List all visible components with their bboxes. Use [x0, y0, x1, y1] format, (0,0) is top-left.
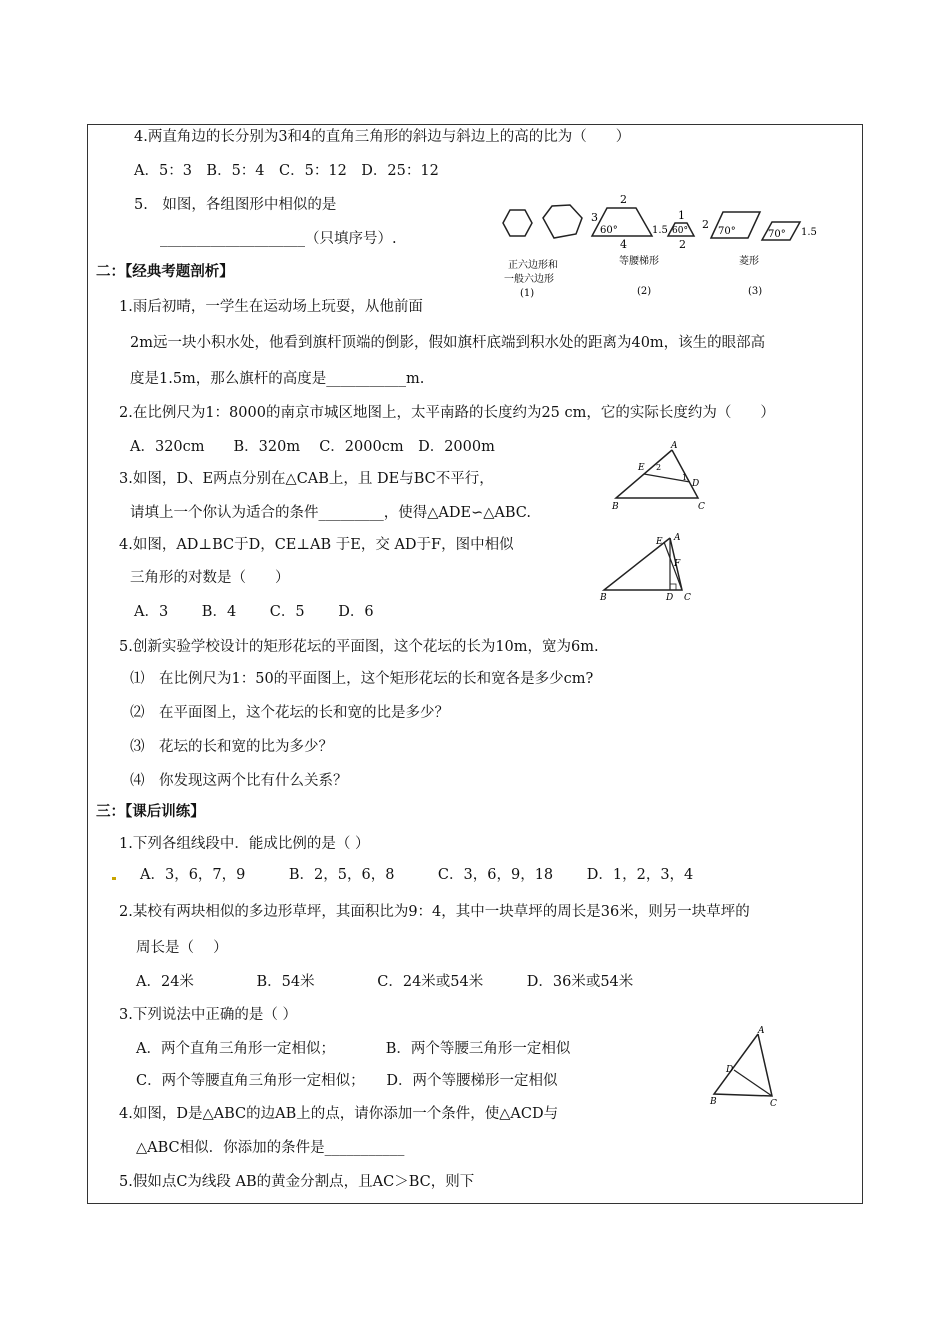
large-trapezoid-top: 2	[620, 193, 627, 206]
irregular-hexagon	[543, 205, 582, 238]
small-rhombus-side: 1.5	[801, 227, 817, 238]
label-b: B	[710, 1097, 717, 1107]
question-4-options: A．5：3 B．5：4 C．5：12 D．25：12	[134, 163, 439, 179]
problem-5-part-1: ⑴ 在比例尺为1：50的平面图上，这个矩形花坛的长和宽各是多少cm?	[130, 671, 594, 687]
label-2: 2	[656, 463, 662, 472]
small-trapezoid-top: 1	[678, 209, 685, 222]
regular-hexagon	[503, 210, 532, 236]
exercise-4-line2: △ABC相似．你添加的条件是___________	[136, 1140, 405, 1156]
problem-3-line1: 3.如图，D、E两点分别在△CAB上，且 DE与BC不平行，	[119, 471, 494, 487]
problem-4-options: A．3 B．4 C．5 D．6	[134, 604, 374, 620]
caption-2-number: (2)	[637, 286, 652, 297]
label-d: D	[666, 593, 674, 603]
exercise-2-options: A．24米 B．54米 C．24米或54米 D．36米或54米	[136, 974, 634, 990]
label-1: 1	[682, 473, 688, 482]
problem-4-line2: 三角形的对数是（ ）	[130, 570, 290, 586]
problem-2-text: 2.在比例尺为1：8000的南京市城区地图上，太平南路的长度约为25 cm，它的实际长度约为（ ）	[119, 405, 775, 421]
exercise-2-line1: 2.某校有两块相似的多边形草坪，其面积比为9：4，其中一块草坪的周长是36米，则另一块草坪的	[119, 904, 750, 920]
small-trapezoid-left: 1.5	[652, 225, 668, 236]
problem-1-line2: 2m远一块小积水处，他看到旗杆顶端的倒影，假如旗杆底端到积水处的距离为40m，该生的眼部高	[130, 335, 766, 351]
altitudes-triangle-figure	[596, 532, 700, 604]
caption-1-line2: 一般六边形	[504, 274, 554, 285]
label-a: A	[674, 533, 681, 543]
label-b: B	[600, 593, 607, 603]
section-3-heading: 三：【课后训练】	[96, 804, 205, 820]
problem-5-part-4: ⑷ 你发现这两个比有什么关系？	[130, 773, 348, 789]
small-trapezoid-angle: 60°	[672, 226, 688, 236]
label-c: C	[770, 1099, 777, 1108]
large-rhombus-angle: 70°	[718, 226, 736, 237]
exercise-5-text: 5.假如点C为线段 AB的黄金分割点，且AC＞BC，则下	[119, 1174, 475, 1190]
label-c: C	[684, 593, 691, 603]
label-f: F	[674, 559, 681, 569]
section-2-heading: 二：【经典考题剖析】	[96, 264, 234, 280]
caption-3: 菱形	[739, 256, 759, 267]
exercise-3-text: 3.下列说法中正确的是（ ）	[119, 1007, 297, 1023]
label-d: D	[726, 1065, 734, 1075]
problem-5-text: 5.创新实验学校设计的矩形花坛的平面图，这个花坛的长为10m，宽为6m.	[119, 639, 599, 655]
highlight-mark	[112, 877, 116, 880]
label-a: A	[758, 1026, 765, 1036]
problem-1-line3: 度是1.5m，那么旗杆的高度是___________m.	[130, 371, 425, 387]
exercise-1-options: A．3，6，7，9 B．2，5，6，8 C．3，6，9，18 D．1，2，3，4	[140, 867, 694, 883]
question-5-blank: ____________________（只填序号）.	[160, 231, 397, 247]
exercise-1-text: 1.下列各组线段中．能成比例的是（ ）	[119, 836, 370, 852]
large-trapezoid-bottom: 4	[620, 238, 627, 251]
similar-shapes-figure	[494, 188, 824, 300]
problem-5-part-2: ⑵ 在平面图上，这个花坛的长和宽的比是多少？	[130, 705, 449, 721]
small-trapezoid-bottom: 2	[679, 238, 686, 251]
large-trapezoid-left: 3	[591, 211, 598, 224]
exercise-2-line2: 周长是（ ）	[136, 940, 228, 956]
exercise-3-options-ab: A．两个直角三角形一定相似； B．两个等腰三角形一定相似	[136, 1041, 571, 1057]
question-5-text: 5. 如图，各组图形中相似的是	[134, 197, 337, 213]
large-rhombus-side: 2	[702, 218, 709, 231]
caption-2: 等腰梯形	[619, 256, 659, 267]
label-e: E	[656, 537, 663, 547]
triangle-acd-abc-figure	[706, 1026, 788, 1108]
problem-2-options: A．320cm B．320m C．2000cm D．2000m	[130, 439, 495, 455]
caption-1-line1: 正六边形和	[508, 260, 558, 271]
label-e: E	[638, 463, 645, 473]
triangle-ade-abc-figure	[608, 438, 708, 514]
large-trapezoid-angle: 60°	[600, 225, 618, 236]
problem-4-line1: 4.如图，AD⊥BC于D，CE⊥AB 于E，交 AD于F，图中相似	[119, 537, 514, 553]
label-b: B	[612, 502, 619, 512]
question-4-text: 4.两直角边的长分别为3和4的直角三角形的斜边与斜边上的高的比为（ ）	[134, 129, 631, 145]
exercise-3-options-cd: C．两个等腰直角三角形一定相似； D．两个等腰梯形一定相似	[136, 1073, 558, 1089]
exercise-4-line1: 4.如图，D是△ABC的边AB上的点，请你添加一个条件，使△ACD与	[119, 1106, 559, 1122]
label-d: D	[692, 479, 700, 489]
small-rhombus-angle: 70°	[768, 229, 786, 240]
problem-1-line1: 1.雨后初晴，一学生在运动场上玩耍，从他前面	[119, 299, 423, 315]
label-a: A	[671, 441, 678, 451]
caption-3-number: (3)	[748, 286, 763, 297]
caption-1-number: (1)	[520, 288, 535, 299]
problem-3-line2: 请填上一个你认为适合的条件_________，使得△ADE∽△ABC.	[130, 505, 531, 521]
label-c: C	[698, 502, 705, 512]
problem-5-part-3: ⑶ 花坛的长和宽的比为多少？	[130, 739, 333, 755]
